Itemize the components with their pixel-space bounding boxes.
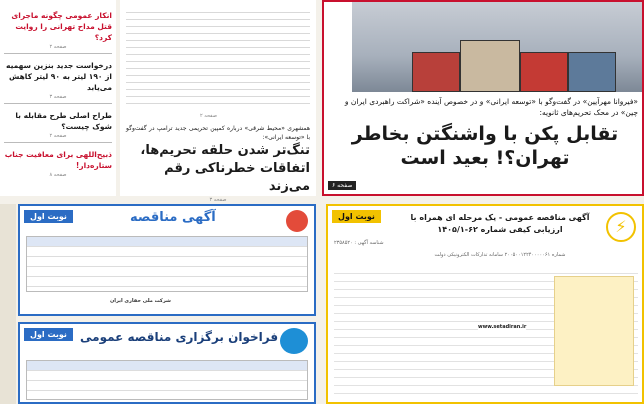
lightning-logo-icon: ⚡ (606, 212, 636, 242)
hero-story[interactable] (322, 0, 644, 196)
ad3-code: شناسه آگهی : ۲۳۵۸۵۲۰ (334, 240, 384, 246)
left-headline-2-page: صفحه ۳ (49, 94, 67, 100)
tender-ad-electric[interactable] (326, 204, 644, 404)
ad3-website[interactable]: www.setadiran.ir (478, 324, 527, 330)
middle-story (126, 124, 310, 204)
hero-page-ref: صفحه ۶ (328, 181, 356, 190)
ad1-badge: نوبت اول (24, 210, 73, 223)
divider (4, 53, 112, 54)
ad1-table (26, 236, 308, 292)
ad1-title: آگهی مناقصه (130, 210, 216, 225)
left-headline-4[interactable]: ذبیح‌اللهی برای معافیت جناب ستاره‌دار! (4, 150, 112, 170)
container-red (412, 52, 460, 92)
nidc-logo (286, 210, 308, 232)
left-news-column (0, 0, 116, 196)
ad3-title: آگهی مناقصه عمومی - یک مرحله ای همراه با ارزیابی کیفی شماره ۶۲-۱۴۰۵/۱ (410, 213, 590, 234)
container-ship-photo (352, 2, 642, 92)
body-text-lines (126, 6, 310, 110)
ad1-company: شرکت ملی حفاری ایران (110, 298, 171, 304)
container-red (520, 52, 568, 92)
ad2-badge: نوبت اول (24, 328, 73, 341)
left-headline-2[interactable]: درخواست جدید بنزین سهمیه از ۱۹۰ لیتر به ۹۰ لیتر کاهش می‌یابد (6, 61, 112, 92)
middle-news-column (120, 0, 316, 203)
tender-ad-drilling[interactable] (18, 204, 316, 316)
left-headline-1[interactable]: انکار عمومی چگونه ماجرای قتل مداح تهرانی را روایت کرد؟ (11, 11, 112, 42)
middle-page-ref: صفحه ۳ (209, 197, 227, 203)
ad2-title: فراخوان برگزاری مناقصه عمومی (80, 330, 279, 344)
ad3-side-table (554, 276, 634, 386)
left-headline-1-page: صفحه ۲ (49, 44, 67, 50)
water-company-logo (280, 328, 308, 354)
container-blue (568, 52, 616, 92)
ad3-badge: نوبت اول (332, 210, 381, 223)
middle-note: همشهری «محیط شرقی» درباره کمپین تحریمی جدید ترامپ در گفت‌وگو با «توسعه ایرانی»: (126, 125, 310, 141)
ad3-subtitle: شماره ۲۰۰۵۰۰۱۲۲۴۰۰۰۰۰۶۱ سامانه تدارکات الکترونیکی دولت (434, 252, 566, 258)
hero-text (332, 96, 638, 170)
article-body (126, 6, 310, 110)
left-headline-4-page: صفحه ۸ (49, 172, 67, 178)
left-headline-3[interactable]: طراح اصلی طرح مقابله با شوک چیست؟ (15, 111, 112, 131)
side-strip (0, 204, 16, 404)
hero-title[interactable]: تقابل پکن با واشنگتن بخاطر تهران؟! بعید است (351, 123, 619, 169)
ad2-table (26, 360, 308, 400)
middle-page-ref-2: صفحه ۲ (200, 113, 217, 119)
divider (4, 103, 112, 104)
hero-kicker: «فیروانا مهرآیین» در گفت‌وگو با «توسعه ایرانی» و در خصوص آینده «شراکت راهبردی ایران و چین» در محک تحریم‌های ثانویه: (344, 97, 638, 117)
container-flag (460, 40, 520, 92)
divider (4, 142, 112, 143)
left-headline-3-page: صفحه ۲ (49, 133, 67, 139)
tender-ad-water[interactable] (18, 322, 316, 404)
middle-title[interactable]: تنگ‌تر شدن حلقه تحریم‌ها، اتفاقات خطرناکی رقم می‌زند (140, 143, 310, 194)
